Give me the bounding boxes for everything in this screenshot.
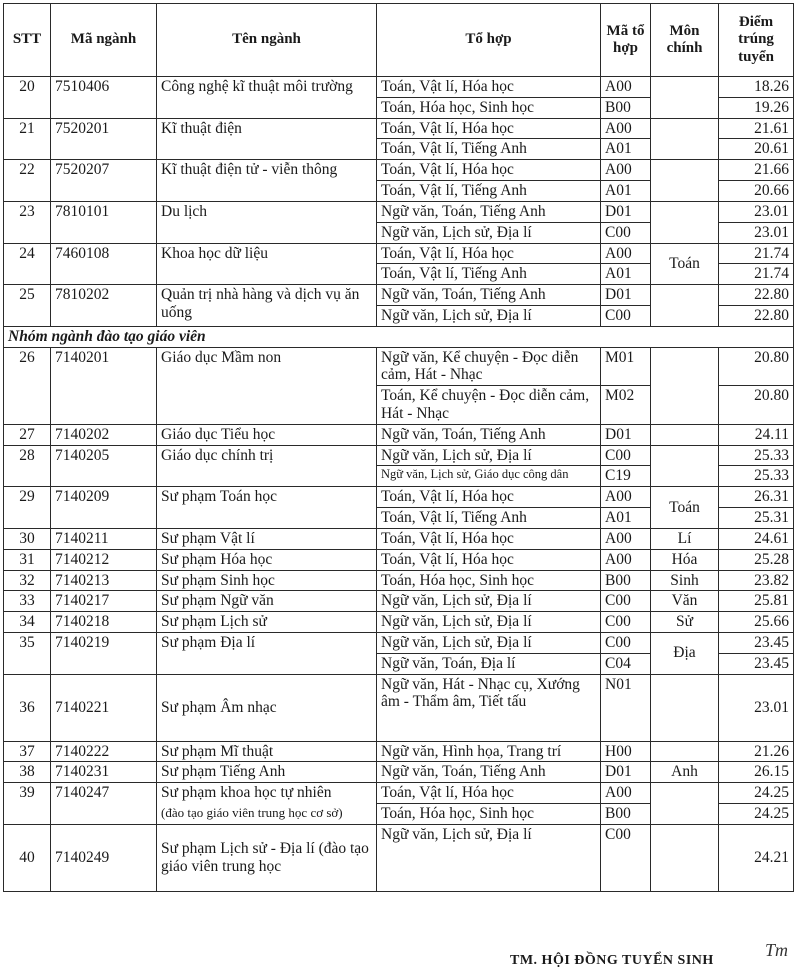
- cell-major-name: [157, 424, 377, 445]
- cell-major-name: [157, 632, 377, 674]
- cell-major-name: [157, 674, 377, 741]
- major-name-text: Sư phạm Vật lí: [161, 529, 255, 547]
- cell-main-subject: Địa: [651, 632, 719, 674]
- cell-main-subject: [651, 741, 719, 762]
- cell-score: 25.33: [719, 466, 794, 487]
- cell-combination: Toán, Kể chuyện - Đọc diễn cảm, Hát - Nhạc: [377, 386, 601, 425]
- cell-combination: Toán, Vật lí, Tiếng Anh: [377, 508, 601, 529]
- cell-score: 22.80: [719, 285, 794, 306]
- cell-combination: Toán, Vật lí, Hóa học: [377, 160, 601, 181]
- cell-stt: 35: [4, 632, 51, 674]
- major-name-text: Du lịch: [161, 202, 208, 220]
- cell-combination-code: C00: [601, 222, 651, 243]
- cell-main-subject: Toán: [651, 243, 719, 285]
- cell-stt: 34: [4, 612, 51, 633]
- cell-stt: 40: [4, 824, 51, 891]
- cell-combination: Ngữ văn, Lịch sử, Địa lí: [377, 445, 601, 466]
- cell-main-subject: Sinh: [651, 570, 719, 591]
- cell-main-subject: Toán: [651, 487, 719, 529]
- major-name-text: Giáo dục chính trị: [161, 446, 274, 464]
- cell-major-code: 7140219: [51, 632, 157, 674]
- cell-stt: 20: [4, 77, 51, 119]
- cell-major-name: [157, 285, 377, 327]
- group-title-row: [4, 326, 794, 347]
- cell-score: 20.61: [719, 139, 794, 160]
- cell-combination: Toán, Vật lí, Tiếng Anh: [377, 139, 601, 160]
- cell-combination-code: C04: [601, 653, 651, 674]
- table-row: [4, 424, 794, 445]
- cell-major-code: 7140201: [51, 347, 157, 424]
- cell-major-name: [157, 445, 377, 487]
- cell-combination-code: A00: [601, 487, 651, 508]
- cell-stt: 39: [4, 783, 51, 825]
- cell-score: 25.81: [719, 591, 794, 612]
- cell-combination: Ngữ văn, Lịch sử, Địa lí: [377, 632, 601, 653]
- cell-major-code: 7520207: [51, 160, 157, 202]
- cell-combination-code: A00: [601, 783, 651, 804]
- cell-score: 24.11: [719, 424, 794, 445]
- cell-score: 23.82: [719, 570, 794, 591]
- cell-main-subject: [651, 201, 719, 243]
- major-name-text: Sư phạm Toán học: [161, 488, 277, 506]
- cell-combination: Toán, Vật lí, Hóa học: [377, 783, 601, 804]
- table-row: [4, 762, 794, 783]
- cell-major-code: 7810101: [51, 201, 157, 243]
- cell-combination-code: C00: [601, 445, 651, 466]
- cell-score: 21.26: [719, 741, 794, 762]
- cell-combination-code: D01: [601, 285, 651, 306]
- table-row: [4, 347, 794, 386]
- major-name-note: (đào tạo giáo viên trung học cơ sở): [161, 805, 343, 820]
- cell-major-code: 7140205: [51, 445, 157, 487]
- major-name-text: Sư phạm Hóa học: [161, 550, 273, 568]
- cell-combination: Toán, Vật lí, Hóa học: [377, 528, 601, 549]
- cell-combination: Ngữ văn, Toán, Địa lí: [377, 653, 601, 674]
- cell-major-name: [157, 528, 377, 549]
- cell-combination-code: N01: [601, 674, 651, 741]
- table-row: [4, 674, 794, 741]
- cell-stt: 36: [4, 674, 51, 741]
- cell-main-subject: Văn: [651, 591, 719, 612]
- admission-score-table: [3, 3, 794, 892]
- cell-score: 24.25: [719, 804, 794, 825]
- cell-major-code: 7140231: [51, 762, 157, 783]
- cell-main-subject: [651, 783, 719, 825]
- table-row: [4, 243, 794, 264]
- cell-combination: Ngữ văn, Toán, Tiếng Anh: [377, 762, 601, 783]
- cell-combination-code: A00: [601, 118, 651, 139]
- header-major-name: Tên ngành: [157, 4, 377, 77]
- cell-combination-code: C19: [601, 466, 651, 487]
- cell-score: 19.26: [719, 97, 794, 118]
- cell-stt: 38: [4, 762, 51, 783]
- major-name-text: Quản trị nhà hàng và dịch vụ ăn uống: [161, 286, 360, 321]
- cell-combination-code: M01: [601, 347, 651, 386]
- cell-combination: Ngữ văn, Lịch sử, Địa lí: [377, 612, 601, 633]
- cell-combination-code: A00: [601, 77, 651, 98]
- cell-major-name: [157, 591, 377, 612]
- cell-combination: Toán, Vật lí, Hóa học: [377, 77, 601, 98]
- cell-combination: Toán, Vật lí, Tiếng Anh: [377, 181, 601, 202]
- cell-combination: Ngữ văn, Lịch sử, Địa lí: [377, 824, 601, 891]
- cell-main-subject: [651, 445, 719, 487]
- cell-score: 21.74: [719, 264, 794, 285]
- table-row: [4, 591, 794, 612]
- table-row: [4, 632, 794, 653]
- header-combination-code: Mã tổ hợp: [601, 4, 651, 77]
- major-name-text: Sư phạm Sinh học: [161, 571, 275, 589]
- cell-stt: 33: [4, 591, 51, 612]
- table-body-group: [4, 326, 794, 347]
- cell-score: 21.66: [719, 160, 794, 181]
- table-row: [4, 549, 794, 570]
- table-row: [4, 824, 794, 891]
- cell-major-code: 7140249: [51, 824, 157, 891]
- cell-combination-code: A00: [601, 243, 651, 264]
- cell-major-name: [157, 243, 377, 285]
- table-body-teacher: [4, 347, 794, 891]
- cell-score: 25.33: [719, 445, 794, 466]
- cell-major-name: [157, 549, 377, 570]
- cell-major-code: 7140213: [51, 570, 157, 591]
- cell-combination: Ngữ văn, Hát - Nhạc cụ, Xướng âm - Thẩm âm, Tiết tấu: [377, 674, 601, 741]
- cell-combination-code: B00: [601, 804, 651, 825]
- cell-stt: 27: [4, 424, 51, 445]
- header-stt: STT: [4, 4, 51, 77]
- header-major-code: Mã ngành: [51, 4, 157, 77]
- cell-major-code: 7140211: [51, 528, 157, 549]
- cell-combination-code: C00: [601, 612, 651, 633]
- cell-score: 20.80: [719, 347, 794, 386]
- table-row: [4, 445, 794, 466]
- table-row: [4, 612, 794, 633]
- cell-main-subject: Sử: [651, 612, 719, 633]
- cell-major-name: [157, 783, 377, 825]
- major-name-text: Kĩ thuật điện tử - viễn thông: [161, 161, 338, 179]
- table-row: [4, 201, 794, 222]
- cell-score: 20.66: [719, 181, 794, 202]
- cell-score: 24.25: [719, 783, 794, 804]
- cell-stt: 29: [4, 487, 51, 529]
- cell-combination-code: A01: [601, 139, 651, 160]
- major-name-text: Sư phạm khoa học tự nhiên: [161, 784, 332, 802]
- cell-major-code: 7520201: [51, 118, 157, 160]
- major-name-text: Kĩ thuật điện: [161, 119, 242, 137]
- cell-score: 21.74: [719, 243, 794, 264]
- cell-combination-code: A00: [601, 549, 651, 570]
- major-name-text: Giáo dục Tiểu học: [161, 425, 276, 443]
- table-row: [4, 487, 794, 508]
- cell-score: 26.31: [719, 487, 794, 508]
- cell-major-name: [157, 762, 377, 783]
- cell-score: 23.45: [719, 653, 794, 674]
- cell-combination-code: A01: [601, 264, 651, 285]
- cell-combination: Ngữ văn, Lịch sử, Giáo dục công dân: [377, 466, 601, 487]
- cell-combination: Toán, Vật lí, Hóa học: [377, 549, 601, 570]
- cell-combination-code: D01: [601, 201, 651, 222]
- cell-main-subject: [651, 674, 719, 741]
- cell-major-code: 7140221: [51, 674, 157, 741]
- cell-main-subject: [651, 77, 719, 119]
- cell-combination-code: C00: [601, 824, 651, 891]
- cell-combination-code: A01: [601, 181, 651, 202]
- cell-combination-code: A00: [601, 160, 651, 181]
- cell-score: 25.66: [719, 612, 794, 633]
- cell-combination: Ngữ văn, Toán, Tiếng Anh: [377, 285, 601, 306]
- cell-major-name: [157, 160, 377, 202]
- cell-combination-code: A01: [601, 508, 651, 529]
- table-body-general: [4, 77, 794, 327]
- cell-major-code: 7140218: [51, 612, 157, 633]
- cell-major-name: [157, 824, 377, 891]
- cell-combination-code: D01: [601, 762, 651, 783]
- header-main-subject: Môn chính: [651, 4, 719, 77]
- cell-stt: 30: [4, 528, 51, 549]
- table-row: [4, 783, 794, 804]
- cell-combination: Ngữ văn, Kể chuyện - Đọc diễn cảm, Hát - Nhạc: [377, 347, 601, 386]
- cell-score: 26.15: [719, 762, 794, 783]
- cell-stt: 22: [4, 160, 51, 202]
- cell-combination: Toán, Vật lí, Tiếng Anh: [377, 264, 601, 285]
- cell-major-name: [157, 347, 377, 424]
- cell-main-subject: [651, 424, 719, 445]
- cell-major-code: 7140247: [51, 783, 157, 825]
- cell-score: 25.28: [719, 549, 794, 570]
- major-name-text: Sư phạm Lịch sử: [161, 613, 267, 631]
- cell-major-code: 7140217: [51, 591, 157, 612]
- footer-signature-title: TM. HỘI ĐỒNG TUYỂN SINH: [510, 953, 714, 968]
- cell-score: 18.26: [719, 77, 794, 98]
- group-title: Nhóm ngành đào tạo giáo viên: [4, 326, 794, 347]
- table-row: [4, 118, 794, 139]
- cell-combination-code: C00: [601, 591, 651, 612]
- cell-stt: 31: [4, 549, 51, 570]
- cell-score: 23.01: [719, 222, 794, 243]
- signature-mark: Tm: [765, 940, 789, 960]
- cell-stt: 24: [4, 243, 51, 285]
- cell-combination-code: M02: [601, 386, 651, 425]
- table-row: [4, 77, 794, 98]
- cell-major-code: 7510406: [51, 77, 157, 119]
- cell-combination: Ngữ văn, Lịch sử, Địa lí: [377, 591, 601, 612]
- header-score: Điểm trúng tuyển: [719, 4, 794, 77]
- cell-combination: Toán, Vật lí, Hóa học: [377, 487, 601, 508]
- major-name-text: Sư phạm Lịch sử - Địa lí (đào tạo giáo viên trung học: [161, 840, 369, 875]
- cell-major-code: 7140202: [51, 424, 157, 445]
- cell-combination: Ngữ văn, Lịch sử, Địa lí: [377, 222, 601, 243]
- cell-combination-code: H00: [601, 741, 651, 762]
- cell-combination: Toán, Vật lí, Hóa học: [377, 118, 601, 139]
- table-row: [4, 741, 794, 762]
- cell-combination-code: A00: [601, 528, 651, 549]
- cell-stt: 23: [4, 201, 51, 243]
- table-row: [4, 160, 794, 181]
- cell-combination-code: C00: [601, 632, 651, 653]
- cell-main-subject: [651, 118, 719, 160]
- cell-major-name: [157, 201, 377, 243]
- major-name-text: Sư phạm Mĩ thuật: [161, 742, 274, 760]
- cell-combination: Ngữ văn, Toán, Tiếng Anh: [377, 201, 601, 222]
- cell-major-code: 7810202: [51, 285, 157, 327]
- cell-score: 24.61: [719, 528, 794, 549]
- cell-major-code: 7140212: [51, 549, 157, 570]
- cell-combination-code: D01: [601, 424, 651, 445]
- cell-main-subject: [651, 824, 719, 891]
- cell-major-name: [157, 570, 377, 591]
- cell-combination-code: C00: [601, 305, 651, 326]
- cell-main-subject: Hóa: [651, 549, 719, 570]
- cell-score: 24.21: [719, 824, 794, 891]
- table-header-row: [4, 4, 794, 77]
- cell-combination: Ngữ văn, Lịch sử, Địa lí: [377, 305, 601, 326]
- cell-score: 20.80: [719, 386, 794, 425]
- cell-major-name: [157, 118, 377, 160]
- table-row: [4, 285, 794, 306]
- major-name-text: Sư phạm Âm nhạc: [161, 698, 277, 716]
- cell-main-subject: [651, 285, 719, 327]
- cell-combination: Toán, Hóa học, Sinh học: [377, 97, 601, 118]
- table-row: [4, 570, 794, 591]
- major-name-text: Giáo dục Mầm non: [161, 348, 282, 366]
- cell-combination: Toán, Hóa học, Sinh học: [377, 570, 601, 591]
- major-name-text: Sư phạm Tiếng Anh: [161, 763, 286, 781]
- cell-stt: 21: [4, 118, 51, 160]
- cell-stt: 26: [4, 347, 51, 424]
- cell-score: 23.01: [719, 201, 794, 222]
- cell-stt: 25: [4, 285, 51, 327]
- major-name-text: Khoa học dữ liệu: [161, 244, 268, 262]
- cell-stt: 28: [4, 445, 51, 487]
- cell-main-subject: [651, 347, 719, 424]
- cell-combination: Toán, Vật lí, Hóa học: [377, 243, 601, 264]
- major-name-text: Sư phạm Ngữ văn: [161, 592, 274, 610]
- cell-stt: 32: [4, 570, 51, 591]
- cell-combination-code: B00: [601, 570, 651, 591]
- cell-major-name: [157, 612, 377, 633]
- cell-main-subject: Anh: [651, 762, 719, 783]
- cell-major-code: 7140209: [51, 487, 157, 529]
- cell-major-name: [157, 77, 377, 119]
- header-combination: Tổ hợp: [377, 4, 601, 77]
- cell-score: 21.61: [719, 118, 794, 139]
- cell-major-name: [157, 487, 377, 529]
- cell-major-code: 7140222: [51, 741, 157, 762]
- cell-score: 22.80: [719, 305, 794, 326]
- cell-combination: Toán, Hóa học, Sinh học: [377, 804, 601, 825]
- cell-major-code: 7460108: [51, 243, 157, 285]
- cell-main-subject: [651, 160, 719, 202]
- cell-main-subject: Lí: [651, 528, 719, 549]
- cell-score: 25.31: [719, 508, 794, 529]
- cell-stt: 37: [4, 741, 51, 762]
- cell-score: 23.01: [719, 674, 794, 741]
- cell-score: 23.45: [719, 632, 794, 653]
- major-name-text: Công nghệ kĩ thuật môi trường: [161, 78, 353, 95]
- cell-combination: Ngữ văn, Hình họa, Trang trí: [377, 741, 601, 762]
- table-row: [4, 528, 794, 549]
- cell-major-name: [157, 741, 377, 762]
- major-name-text: Sư phạm Địa lí: [161, 633, 256, 651]
- cell-combination: Ngữ văn, Toán, Tiếng Anh: [377, 424, 601, 445]
- cell-combination-code: B00: [601, 97, 651, 118]
